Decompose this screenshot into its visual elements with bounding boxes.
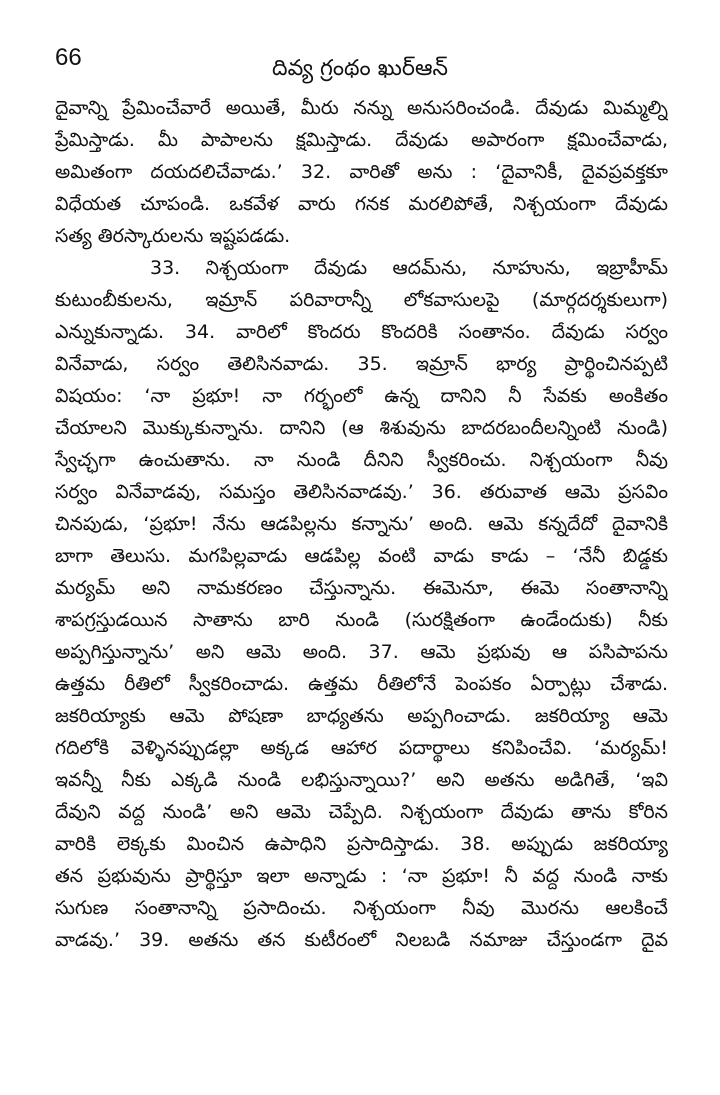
text-line: వారికి లెక్కకు మించిన ఉపాధిని ప్రసాదిస్తాడు. 38. అప్పుడు జకరియ్యా <box>55 833 668 855</box>
text-line: సర్వం వినేవాడవు, సమస్తం తెలిసినవాడవు.’ 36. తరువాత ఆమె ప్రసవిం <box>55 481 668 503</box>
text-line: సుగుణ సంతానాన్ని ప్రసాదించు. నిశ్చయంగా నీవు మొరను ఆలకించే <box>55 897 668 919</box>
text-line: గదిలోకి వెళ్ళినప్పుడల్లా అక్కడ ఆహార పదార్థాలు కనిపించేవి. ‘మర్యమ్! <box>55 737 668 759</box>
text-line: అప్పగిస్తున్నాను’ అని ఆమె అంది. 37. ఆమె ప్రభువు ఆ పసిపాపను <box>55 641 668 663</box>
text-line: వినేవాడు, సర్వం తెలిసినవాడు. 35. ఇమ్రాన్ భార్య ప్రార్థించినప్పటి <box>55 353 668 375</box>
paragraph <box>55 252 668 956</box>
text-line: చేయాలని మొక్కుకున్నాను. దానిని (ఆ శిశువును బాదరబందీలన్నింటి నుండి) <box>55 417 668 439</box>
text-line: శాపగ్రస్తుడయిన సాతాను బారి నుండి (సురక్షితంగా ఉండేందుకు) నీకు <box>55 609 668 631</box>
text-line: సత్య తిరస్కారులను ఇష్టపడడు. <box>55 225 291 247</box>
text-line: ప్రేమిస్తాడు. మీ పాపాలను క్షమిస్తాడు. దేవుడు అపారంగా క్షమించేవాడు, <box>55 129 668 151</box>
text-line: కుటుంబీకులను, ఇమ్రాన్ పరివారాన్నీ లోకవాసులపై (మార్గదర్శకులుగా) <box>55 289 668 311</box>
text-line: దేవుని వద్ద నుండి’ అని ఆమె చెప్పేది. నిశ్చయంగా దేవుడు తాను కోరిన <box>55 801 668 823</box>
text-line: ఎన్నుకున్నాడు. 34. వారిలో కొందరు కొందరికి సంతానం. దేవుడు సర్వం <box>55 321 668 343</box>
text-line: ఇవన్నీ నీకు ఎక్కడి నుండి లభిస్తున్నాయి?’ అని అతను అడిగితే, ‘ఇవి <box>55 769 668 791</box>
text-line: బాగా తెలుసు. మగపిల్లవాడు ఆడపిల్ల వంటి వాడు కాడు – ‘నేనీ బిడ్డకు <box>55 545 668 567</box>
text-line: దైవాన్ని ప్రేమించేవారే అయితే, మీరు నన్ను అనుసరించండి. దేవుడు మిమ్మల్ని <box>55 97 668 119</box>
text-line: చినపుడు, ‘ప్రభూ! నేను ఆడపిల్లను కన్నాను’ అంది. ఆమె కన్నదేదో దైవానికి <box>55 513 668 535</box>
running-title: దివ్య గ్రంథం ఖుర్‌ఆన్ <box>272 56 448 81</box>
text-line: మర్యమ్ అని నామకరణం చేస్తున్నాను. ఈమెనూ, ఈమె సంతానాన్ని <box>55 577 668 599</box>
text-line: స్వేచ్ఛగా ఉంచుతాను. నా నుండి దీనిని స్వీకరించు. నిశ్చయంగా నీవు <box>55 449 668 471</box>
text-line: 33. నిశ్చయంగా దేవుడు ఆదమ్‌ను, నూహును, ఇబ్రాహీమ్ <box>150 257 668 279</box>
text-line: జకరియ్యాకు ఆమె పోషణా బాధ్యతను అప్పగించాడు. జకరియ్యా ఆమె <box>55 705 668 727</box>
page-body <box>55 92 668 956</box>
text-line: అమితంగా దయదలిచేవాడు.’ 32. వారితో అను : ‘దైవానికీ, దైవప్రవక్తకూ <box>55 161 668 183</box>
paragraph <box>55 92 668 252</box>
text-line: విధేయత చూపండి. ఒకవేళ వారు గనక మరలిపోతే, నిశ్చయంగా దేవుడు <box>55 193 668 215</box>
text-line: విషయం: ‘నా ప్రభూ! నా గర్భంలో ఉన్న దానిని నీ సేవకు అంకితం <box>55 385 668 407</box>
page-number: 66 <box>55 44 82 71</box>
text-line: ఉత్తమ రీతిలో స్వీకరించాడు. ఉత్తమ రీతిలోనే పెంపకం ఏర్పాట్లు చేశాడు. <box>55 673 668 695</box>
text-line: వాడవు.’ 39. అతను తన కుటీరంలో నిలబడి నమాజు చేస్తుండగా దైవ <box>55 929 668 951</box>
text-line: తన ప్రభువును ప్రార్థిస్తూ ఇలా అన్నాడు : ‘నా ప్రభూ! నీ వద్ద నుండి నాకు <box>55 865 668 887</box>
